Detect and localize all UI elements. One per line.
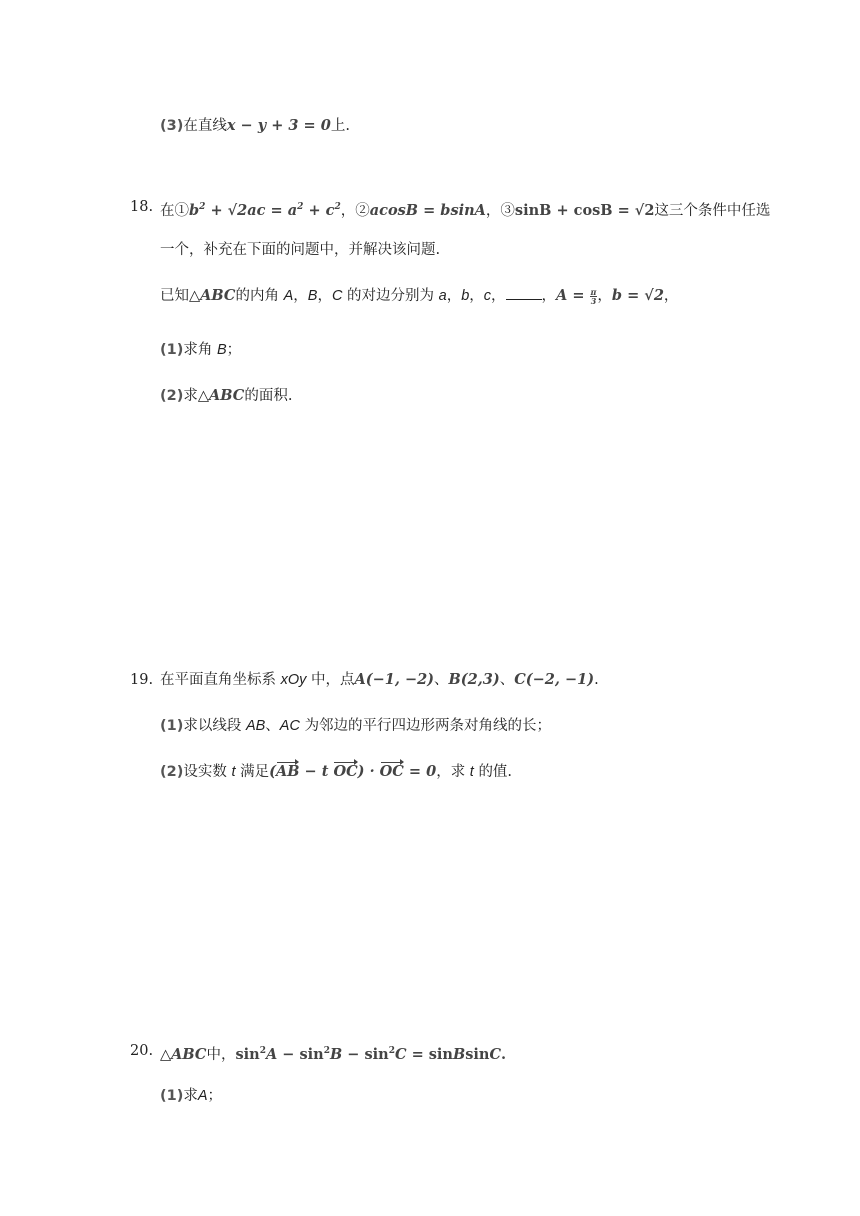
q19-part1: (1)求以线段 AB、AC 为邻边的平行四边形两条对角线的长；	[160, 718, 552, 734]
equation: x − y + 3 = 0	[226, 117, 331, 134]
point-C: C(−2, −1)	[514, 671, 595, 688]
condition-1: $b^2 + √2ac = a^2 + c^2$	[189, 201, 341, 219]
point-B: B(2,3)	[448, 671, 500, 688]
q18-line2: 一个，补充在下面的问题中，并解决该问题.	[160, 242, 441, 258]
condition-3: sinB + cosB = √2	[514, 201, 655, 219]
question-number-20: 20.	[130, 1043, 154, 1059]
trig-equation: $\sin^2A - \sin^2B - \sin^2C$ = sinBsinC.	[235, 1045, 507, 1063]
given-b: b = √2	[611, 287, 664, 304]
q18-line1: 在$①b^2 + √2ac = a^2 + c^2$，②acosB = bsinA，③sinB + cosB = √2这三个条件中任选	[160, 201, 771, 219]
q18-part2: (2)求△ABC的面积.	[160, 387, 293, 404]
vector-equation: (AB − t OC) · OC = 0	[269, 763, 437, 780]
condition-2: acosB = bsinA	[369, 201, 486, 219]
q20-line1: △ABC中，$\sin^2A - \sin^2B - \sin^2C$ = sinBsinC.	[160, 1045, 507, 1063]
point-A: A(−1, −2)	[354, 671, 435, 688]
q20-part1: (1)求A；	[160, 1088, 223, 1104]
answer-blank	[506, 285, 542, 300]
question-number-18: 18.	[130, 199, 154, 215]
q19-part2: (2)设实数 t 满足(AB − t OC) · OC = 0，求 t 的值.	[160, 763, 513, 780]
part-label: (3)	[160, 118, 184, 134]
q17-part3: (3)在直线x − y + 3 = 0上.	[160, 117, 350, 134]
q19-line1: 在平面直角坐标系 xOy 中，点A(−1, −2)、B(2,3)、C(−2, −1).	[160, 671, 599, 688]
question-number-19: 19.	[130, 672, 154, 688]
q18-part1: (1)求角 B；	[160, 342, 242, 358]
q18-line3: 已知△ABC的内角 A，B，C 的对边分别为 a，b，c， ，A = $\frac{\pi}{3}$ ，b = √2，	[160, 286, 679, 306]
given-angle-A: A = $\frac{\pi}{3}$	[556, 286, 597, 306]
